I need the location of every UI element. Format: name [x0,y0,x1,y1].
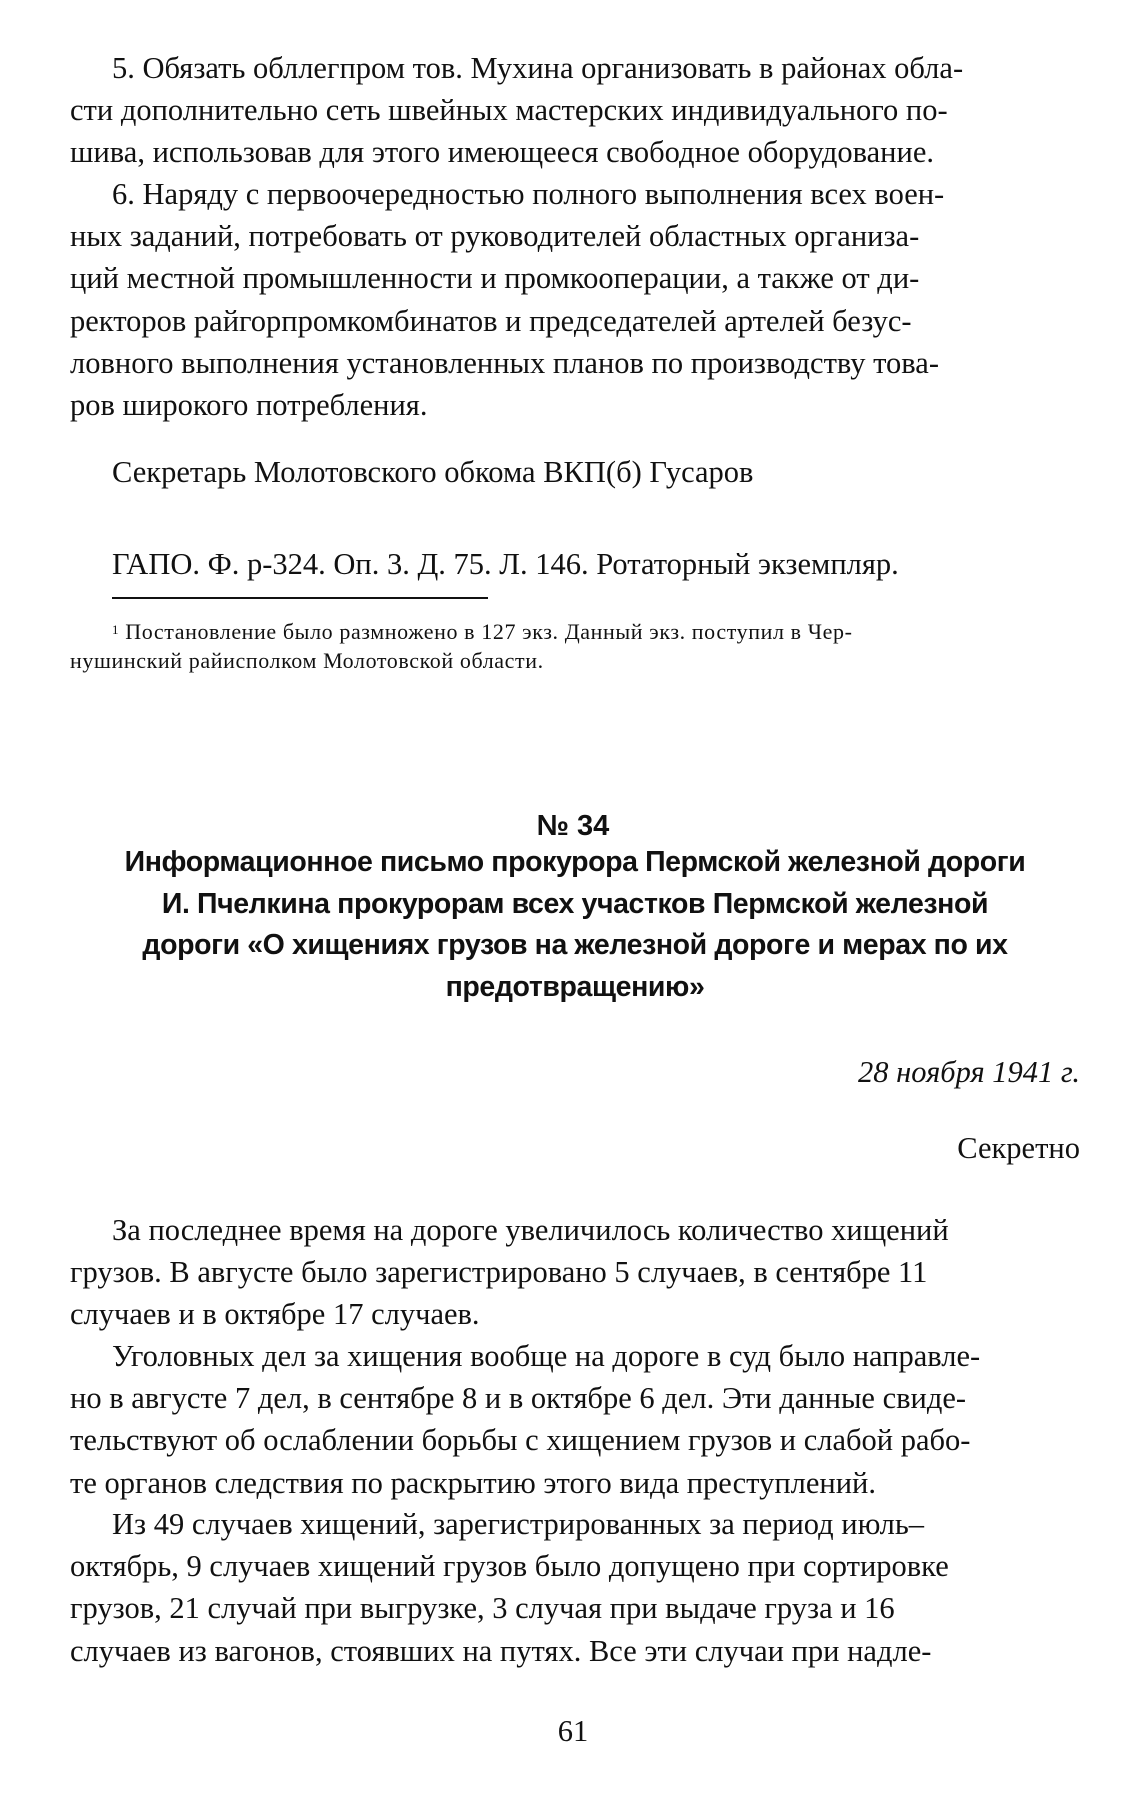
text-line: ров широкого потребления. [70,388,428,423]
document-number: № 34 [536,810,610,842]
text-line: Уголовных дел за хищения вообще на дороге в суд было направле- [112,1339,981,1373]
footnote-line [70,617,1080,646]
text-line: шива, использовав для этого имеющееся свободное оборудование. [70,135,934,170]
text-line: ных заданий, потребовать от руководителей областных организа- [70,219,920,254]
text-line: случаев из вагонов, стоявших на путях. Все эти случаи при надле- [70,1633,932,1668]
body-paragraph-3 [70,1503,1080,1672]
text-line: октябрь, 9 случаев хищений грузов было допущено при сортировке [70,1549,949,1584]
body-paragraph-1 [70,1209,1080,1336]
document-title [70,842,1080,1008]
page-number: 61 [557,1714,589,1748]
classification-label: Секретно [957,1131,1080,1165]
text-line: те органов следствия по раскрытию этого вида преступлений. [70,1465,876,1500]
paragraph-5 [70,47,1080,174]
text-line: 6. Наряду с первоочередностью полного выполнения всех воен- [112,177,945,211]
footnote-marker: 1 [112,622,120,637]
text-line: случаев и в октябре 17 случаев. [70,1297,480,1332]
footnote-text: Постановление было размножено в 127 экз. Данный экз. поступил в Чер- [125,619,853,644]
title-line: предотвращению» [445,970,705,1003]
footnote [70,617,1080,675]
archive-reference: ГАПО. Ф. р-324. Оп. 3. Д. 75. Л. 146. Ротаторный экземпляр. [112,547,899,581]
text-line: грузов. В августе было зарегистрировано 5 случаев, в сентябре 11 [70,1255,928,1290]
document-date: 28 ноября 1941 г. [857,1055,1080,1089]
text-line: ций местной промышленности и промкооперации, а также от ди- [70,261,920,296]
body-paragraph-2 [70,1335,1080,1504]
title-line: Информационное письмо прокурора Пермской железной дороги [124,846,1026,878]
title-line: И. Пчелкина прокурорам всех участков Пермской железной [161,887,989,920]
footnote-line: нушинский райисполком Молотовской области. [70,648,544,673]
signature-line: Секретарь Молотовского обкома ВКП(б) Гусаров [112,455,754,489]
text-line: ловного выполнения установленных планов по производству това- [70,345,939,380]
text-line: 5. Обязать обллегпром тов. Мухина организовать в районах обла- [112,51,964,85]
footnote-divider [112,597,488,599]
text-line: но в августе 7 дел, в сентябре 8 и в октябре 6 дел. Эти данные свиде- [70,1381,967,1416]
text-line: Из 49 случаев хищений, зарегистрированных за период июль– [112,1507,925,1541]
text-line: грузов, 21 случай при выгрузке, 3 случая при выдаче груза и 16 [70,1591,895,1626]
text-line: ректоров райгорпромкомбинатов и председателей артелей безус- [70,303,912,338]
title-line: дороги «О хищениях грузов на железной дороге и мерах по их [142,929,1008,961]
paragraph-6 [70,173,1080,426]
text-line: сти дополнительно сеть швейных мастерских индивидуального по- [70,93,948,128]
text-line: За последнее время на дороге увеличилось количество хищений [112,1213,949,1247]
text-line: тельствуют об ослаблении борьбы с хищением грузов и слабой рабо- [70,1423,971,1458]
